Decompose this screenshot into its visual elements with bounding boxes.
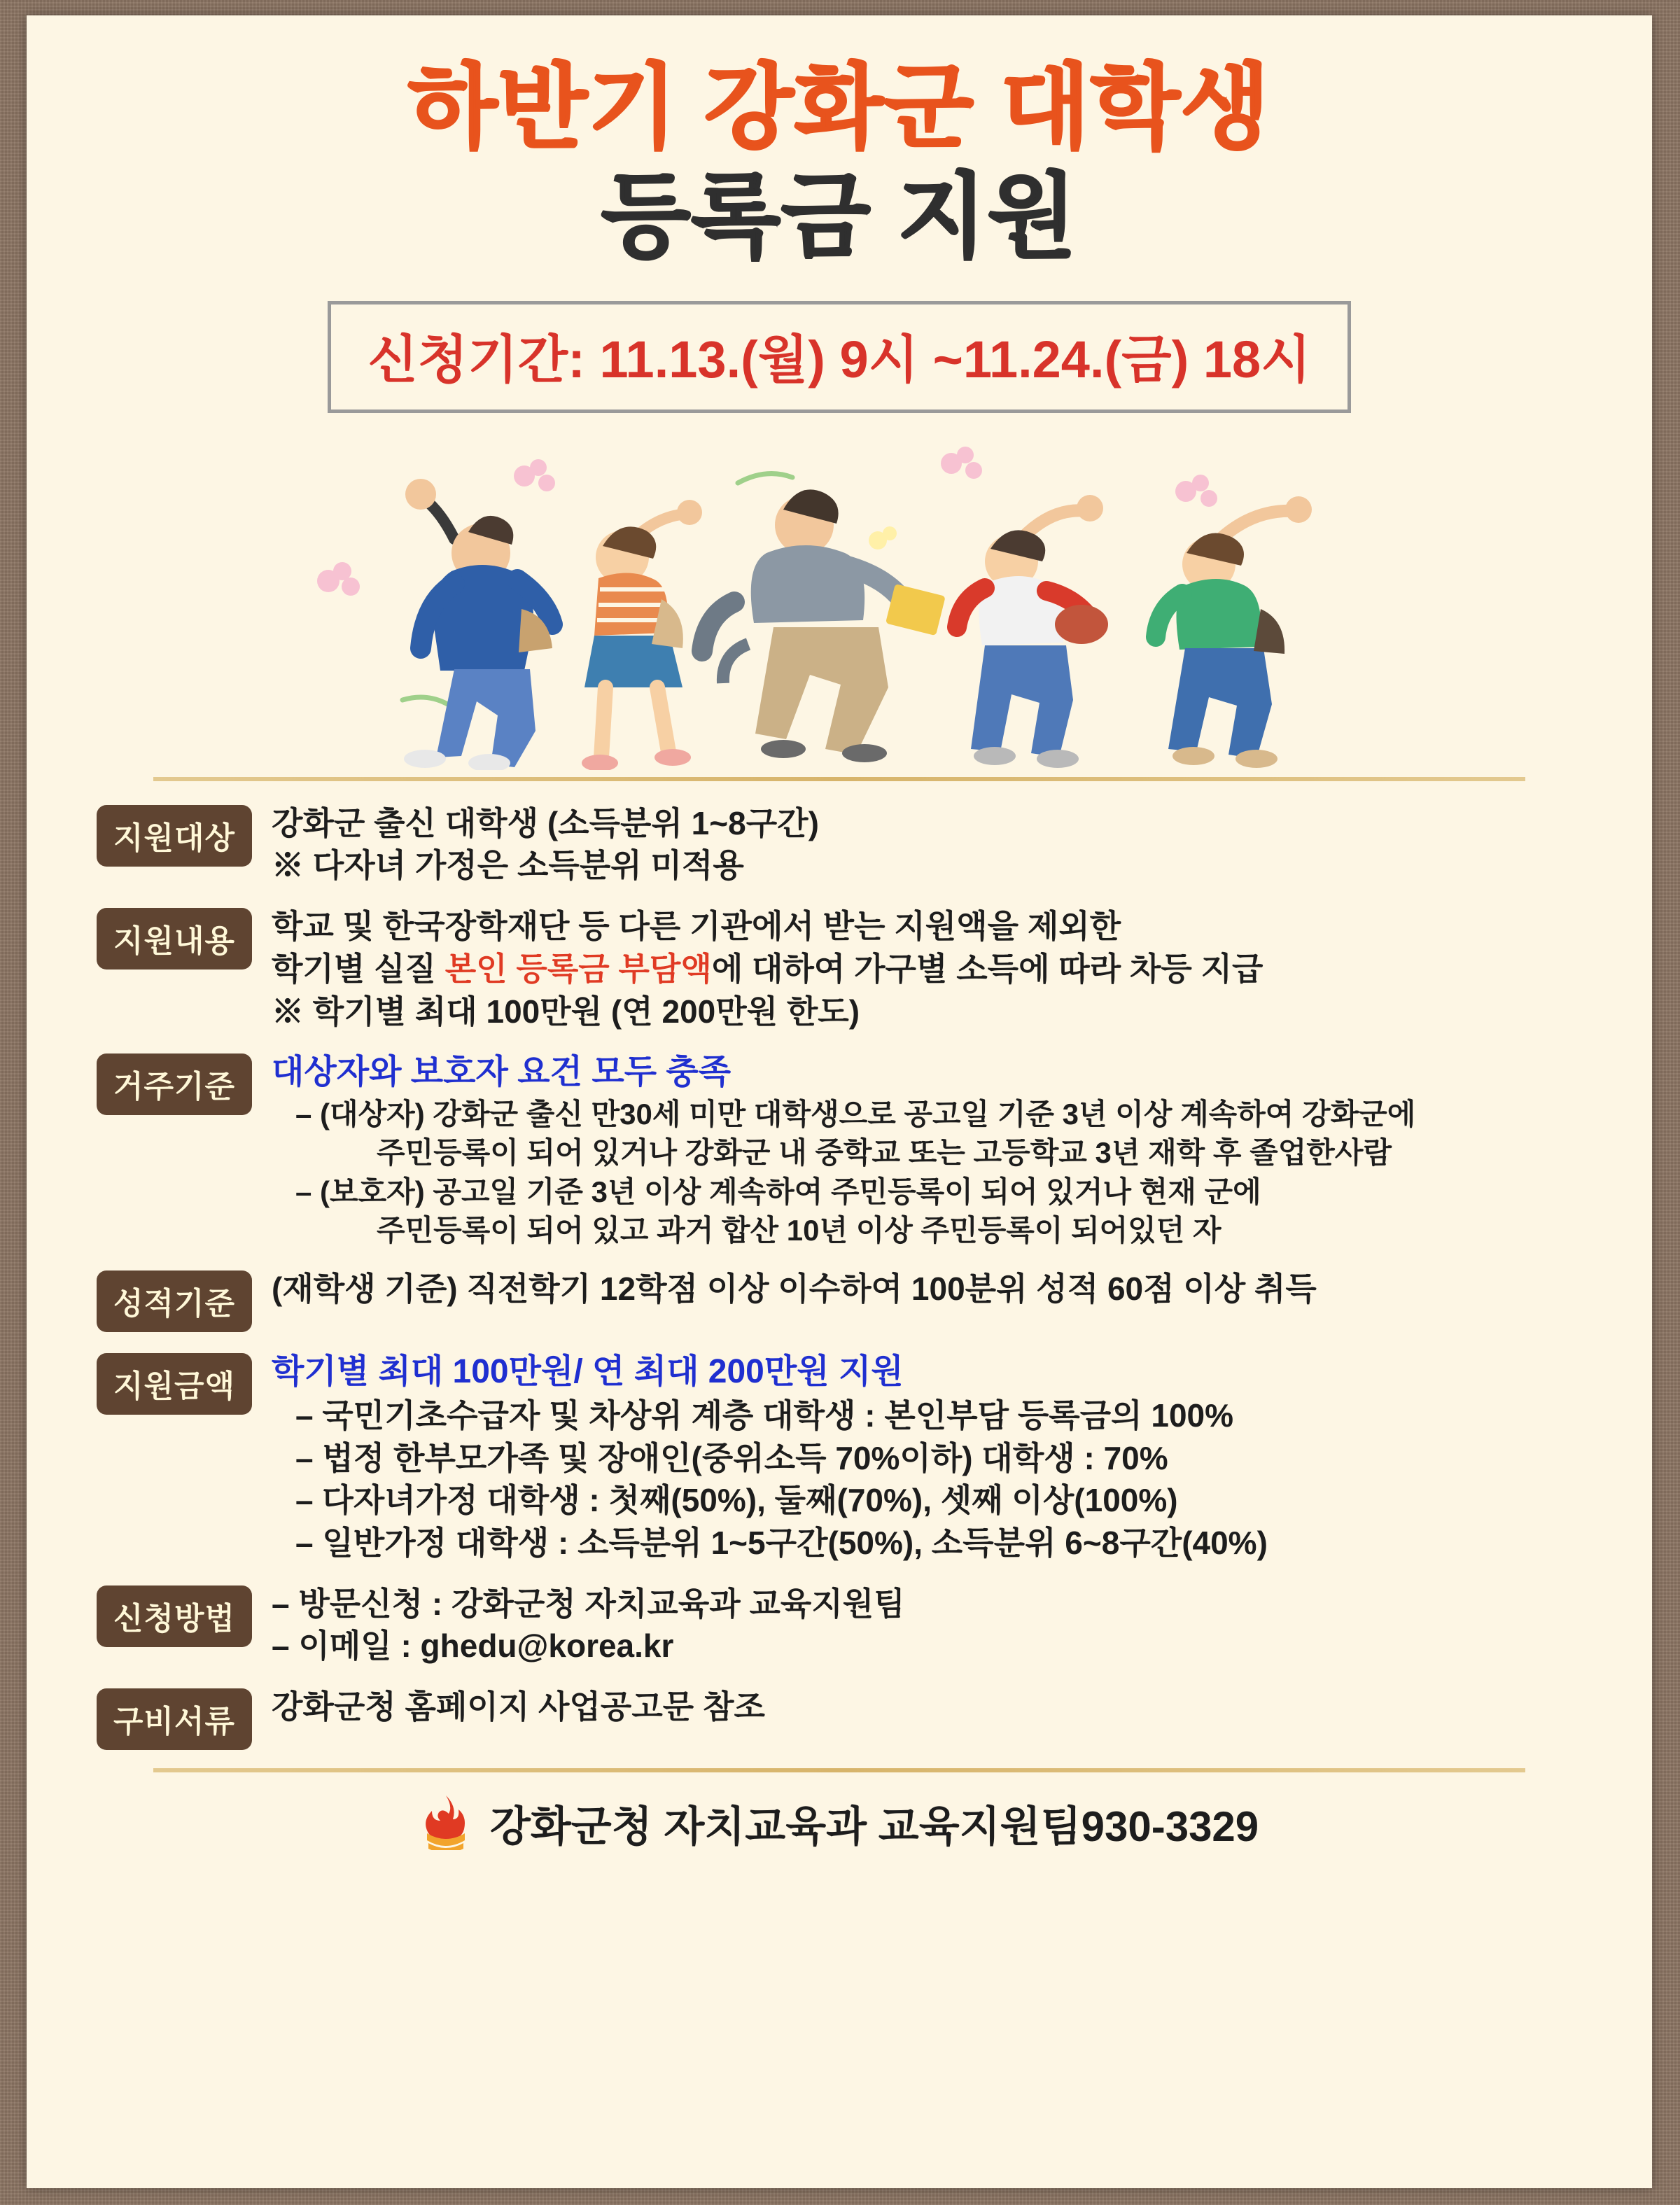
application-period-text: 신청기간: 11.13.(월) 9시 ~11.24.(금) 18시 bbox=[368, 330, 1311, 388]
top-divider bbox=[153, 777, 1525, 781]
students-jumping-illustration bbox=[27, 434, 1652, 784]
page-title-line1: 하반기 강화군 대학생 bbox=[408, 56, 1270, 159]
section-support-content bbox=[97, 905, 1596, 1032]
section-line: 강화군청 홈페이지 사업공고문 참조 bbox=[272, 1688, 765, 1726]
poster-sheet bbox=[27, 15, 1652, 2188]
sections-container bbox=[27, 784, 1652, 1750]
section-required-documents bbox=[97, 1686, 1596, 1750]
bottom-divider bbox=[153, 1768, 1525, 1772]
section-tag: 거주기준 bbox=[97, 1054, 252, 1115]
section-line-rich bbox=[272, 948, 1596, 990]
page-title-line2: 등록금 지원 bbox=[601, 164, 1078, 268]
section-line: 학교 및 한국장학재단 등 다른 기관에서 받는 지원액을 제외한 bbox=[272, 908, 1121, 945]
section-line: ※ 학기별 최대 100만원 (연 200만원 한도) bbox=[272, 993, 860, 1030]
section-tag: 신청방법 bbox=[97, 1586, 252, 1647]
section-line: – 일반가정 대학생 : 소득분위 1~5구간(50%), 소득분위 6~8구간(40%) bbox=[295, 1524, 1268, 1561]
application-period-wrap bbox=[27, 301, 1652, 413]
section-tag: 지원내용 bbox=[97, 908, 252, 969]
section-residency-criteria bbox=[97, 1051, 1596, 1250]
section-tag: 구비서류 bbox=[97, 1688, 252, 1750]
section-tag: 지원금액 bbox=[97, 1353, 252, 1415]
section-line: – (대상자) 강화군 출신 만30세 미만 대학생으로 공고일 기준 3년 이상 계속하여 강화군에 bbox=[295, 1097, 1416, 1130]
section-tag: 지원대상 bbox=[97, 805, 252, 867]
section-line: 주민등록이 되어 있거나 강화군 내 중학교 또는 고등학교 3년 재학 후 졸업한사람 bbox=[377, 1136, 1392, 1170]
section-body bbox=[252, 1583, 1596, 1667]
section-line: – 다자녀가정 대학생 : 첫째(50%), 둘째(70%), 셋째 이상(100%) bbox=[295, 1482, 1178, 1519]
rich-post: 에 대하여 가구별 소득에 따라 차등 지급 bbox=[711, 950, 1264, 987]
section-body bbox=[252, 1350, 1596, 1564]
section-line: – 방문신청 : 강화군청 자치교육과 교육지원팀 bbox=[272, 1585, 905, 1622]
section-line: 강화군 출신 대학생 (소득분위 1~8구간) bbox=[272, 804, 819, 841]
section-support-amount bbox=[97, 1350, 1596, 1564]
section-body bbox=[252, 905, 1596, 1032]
section-highlight-line: 학기별 최대 100만원/ 연 최대 200만원 지원 bbox=[272, 1353, 904, 1391]
section-tag: 성적기준 bbox=[97, 1270, 252, 1332]
section-line: (재학생 기준) 직전학기 12학점 이상 이수하여 100분위 성적 60점 이상 취득 bbox=[272, 1270, 1317, 1308]
section-line: 주민등록이 되어 있고 과거 합산 10년 이상 주민등록이 되어있던 자 bbox=[377, 1213, 1222, 1247]
footer bbox=[27, 1793, 1652, 1854]
flame-emblem-icon bbox=[420, 1794, 472, 1854]
section-line: – 국민기초수급자 및 차상위 계층 대학생 : 본인부담 등록금의 100% bbox=[295, 1396, 1234, 1434]
section-application-method bbox=[97, 1583, 1596, 1667]
section-body bbox=[252, 1051, 1596, 1250]
title-block bbox=[27, 15, 1652, 269]
section-body bbox=[252, 1686, 1596, 1728]
footer-contact-text: 강화군청 자치교육과 교육지원팀930-3329 bbox=[489, 1803, 1259, 1851]
rich-pre: 학기별 실질 bbox=[272, 950, 445, 987]
section-support-target bbox=[97, 802, 1596, 887]
section-body bbox=[252, 1268, 1596, 1310]
application-period-box bbox=[328, 301, 1350, 413]
section-line: – 법정 한부모가족 및 장애인(중위소득 70%이하) 대학생 : 70% bbox=[295, 1439, 1168, 1476]
section-highlight-line: 대상자와 보호자 요건 모두 충족 bbox=[272, 1054, 732, 1091]
section-body bbox=[252, 802, 1596, 887]
section-line: – (보호자) 공고일 기준 3년 이상 계속하여 주민등록이 되어 있거나 현재 군에 bbox=[295, 1175, 1261, 1208]
rich-highlight: 본인 등록금 부담액 bbox=[444, 950, 712, 987]
section-grade-criteria bbox=[97, 1268, 1596, 1332]
section-line: – 이메일 : ghedu@korea.kr bbox=[272, 1628, 674, 1665]
section-line: ※ 다자녀 가정은 소득분위 미적용 bbox=[272, 847, 744, 884]
